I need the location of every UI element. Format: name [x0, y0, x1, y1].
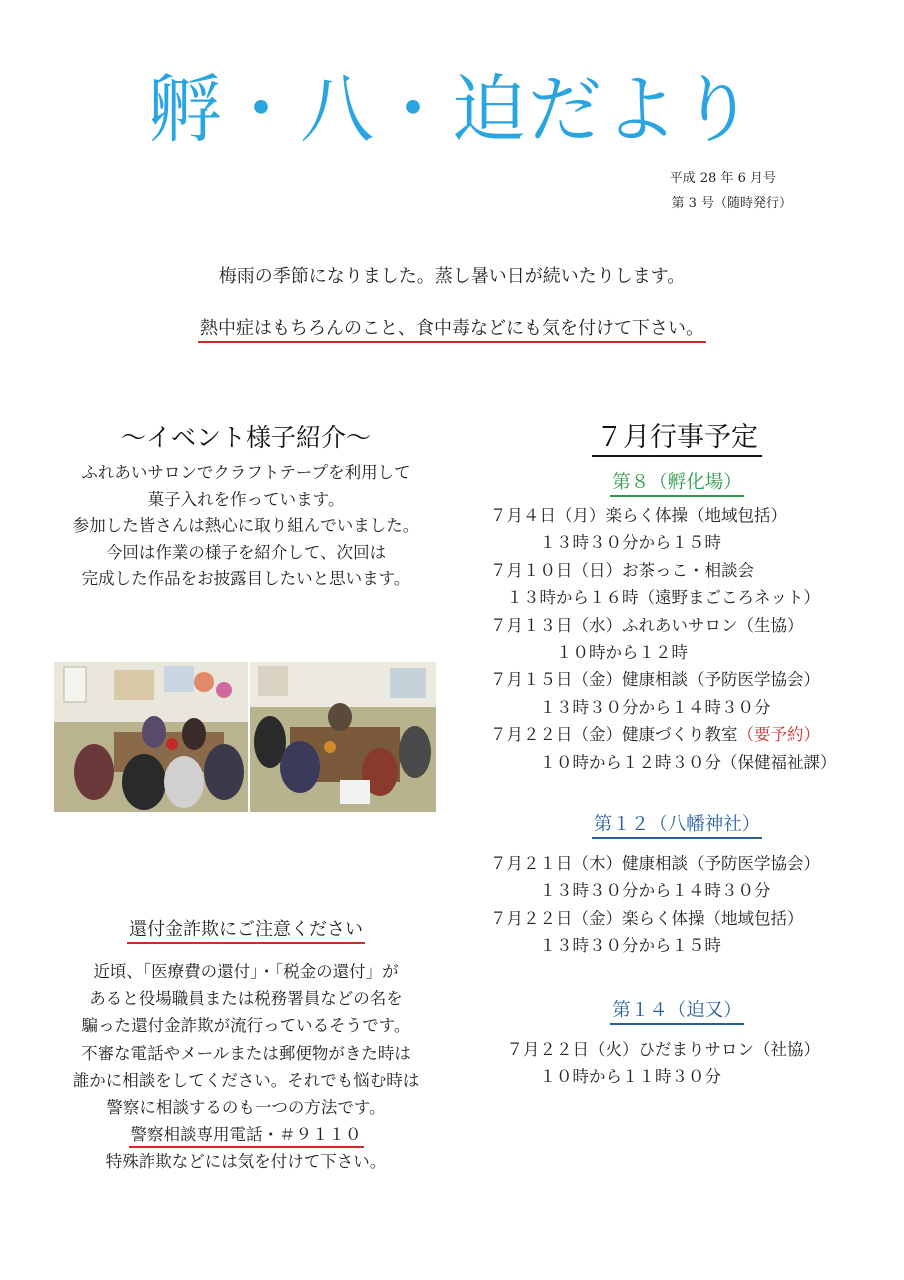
- event-line: ふれあいサロンでクラフトテープを利用して: [81, 463, 411, 482]
- location-heading-hachiman-wrap: [472, 810, 882, 840]
- fraud-line: 近頃、「医療費の還付」・「税金の還付」が: [93, 962, 399, 981]
- location-heading-sakomata-wrap: [472, 996, 882, 1026]
- fraud-line: 不審な電話やメールまたは郵便物がきた時は: [81, 1043, 411, 1063]
- intro-line-2: 熱中症はもちろんのこと、食中毒などにも気を付けて下さい。: [198, 318, 706, 343]
- event-line: 参加した皆さんは熱心に取り組んでいました。: [72, 516, 420, 535]
- schedule-line-with-note: [490, 721, 882, 748]
- location-heading-hachiman: 第１２（八幡神社）: [592, 814, 763, 839]
- event-line: 完成した作品をお披露目したいと思います。: [81, 569, 411, 588]
- schedule-heading: ７月行事予定: [592, 422, 762, 457]
- event-body: [52, 460, 440, 593]
- fraud-line: 騙った還付金詐欺が流行っているそうです。: [81, 1016, 411, 1036]
- fraud-heading-wrap: [52, 916, 440, 944]
- craft-session-photo-right: [250, 662, 436, 812]
- issue-number: 第 3 号（随時発行）: [671, 196, 792, 211]
- fraud-section: [52, 916, 440, 1176]
- schedule-line: ７月１５日（金）健康相談（予防医学協会）: [490, 670, 820, 690]
- fraud-hotline-wrap: [52, 1121, 440, 1148]
- fraud-line: 誰かに相談をしてください。それでも悩む時は: [72, 1070, 420, 1090]
- fraud-body: [52, 958, 440, 1176]
- schedule-line: ７月２２日（金）楽らく体操（地域包括）: [490, 908, 804, 928]
- schedule-line: １３時３０分から１４時３０分: [490, 697, 771, 717]
- issue-date: 平成 28 年 6 月号: [669, 171, 776, 186]
- schedule-line: １０時から１２時３０分（保健福祉課）: [490, 752, 837, 772]
- craft-session-photo-left: [54, 662, 248, 812]
- location-heading-hukajo-wrap: [472, 468, 882, 498]
- schedule-line: ７月２２日（火）ひだまりサロン（社協）: [490, 1039, 820, 1059]
- schedule-line: １３時３０分から１４時３０分: [490, 881, 771, 901]
- schedule-line: １３時から１６時（遠野まごころネット）: [490, 588, 820, 608]
- schedule-line: ７月４日（月）楽らく体操（地域包括）: [490, 506, 787, 525]
- event-line: 菓子入れを作っています。: [147, 489, 345, 509]
- newsletter-title: 孵・八・迫だより: [148, 67, 756, 153]
- fraud-line: 警察に相談するのも一つの方法です。: [106, 1098, 386, 1118]
- fraud-heading: 還付金詐欺にご注意ください: [127, 919, 365, 944]
- schedule-group-sakomata: [472, 1036, 882, 1091]
- schedule-line: １３時３０分から１５時: [490, 936, 721, 956]
- schedule-group-hachiman: [472, 850, 882, 960]
- event-line: 今回は作業の様子を紹介して、次回は: [105, 542, 387, 562]
- fraud-closing: 特殊詐欺などには気を付けて下さい。: [105, 1152, 387, 1172]
- schedule-line: ７月１０日（日）お茶っこ・相談会: [490, 560, 754, 580]
- schedule-line: １３時３０分から１５時: [490, 533, 721, 553]
- intro-line-2-wrap: [0, 316, 904, 342]
- event-section: [52, 420, 440, 593]
- location-heading-hukajo: 第８（孵化場）: [610, 472, 744, 497]
- schedule-line: １０時から１２時: [490, 643, 688, 663]
- fraud-line: あると役場職員または税務署員などの名を: [89, 989, 403, 1009]
- location-heading-sakomata: 第１４（迫又）: [610, 1000, 744, 1025]
- reservation-required-note: （要予約）: [737, 725, 820, 745]
- intro-line-1: 梅雨の季節になりました。蒸し暑い日が続いたりします。: [218, 266, 686, 287]
- schedule-line: ７月２１日（木）健康相談（予防医学協会）: [490, 854, 820, 874]
- schedule-section: [472, 420, 882, 1091]
- fraud-hotline: 警察相談専用電話・＃９１１０: [129, 1125, 364, 1148]
- schedule-group-hukajo: [472, 502, 882, 776]
- schedule-line: ７月１３日（水）ふれあいサロン（生協）: [490, 615, 804, 635]
- schedule-line-text: ７月２２日（金）健康づくり教室: [490, 725, 738, 745]
- event-heading: ～イベント様子紹介～: [120, 423, 371, 452]
- schedule-line: １０時から１１時３０分: [490, 1067, 721, 1087]
- schedule-heading-wrap: [472, 420, 882, 456]
